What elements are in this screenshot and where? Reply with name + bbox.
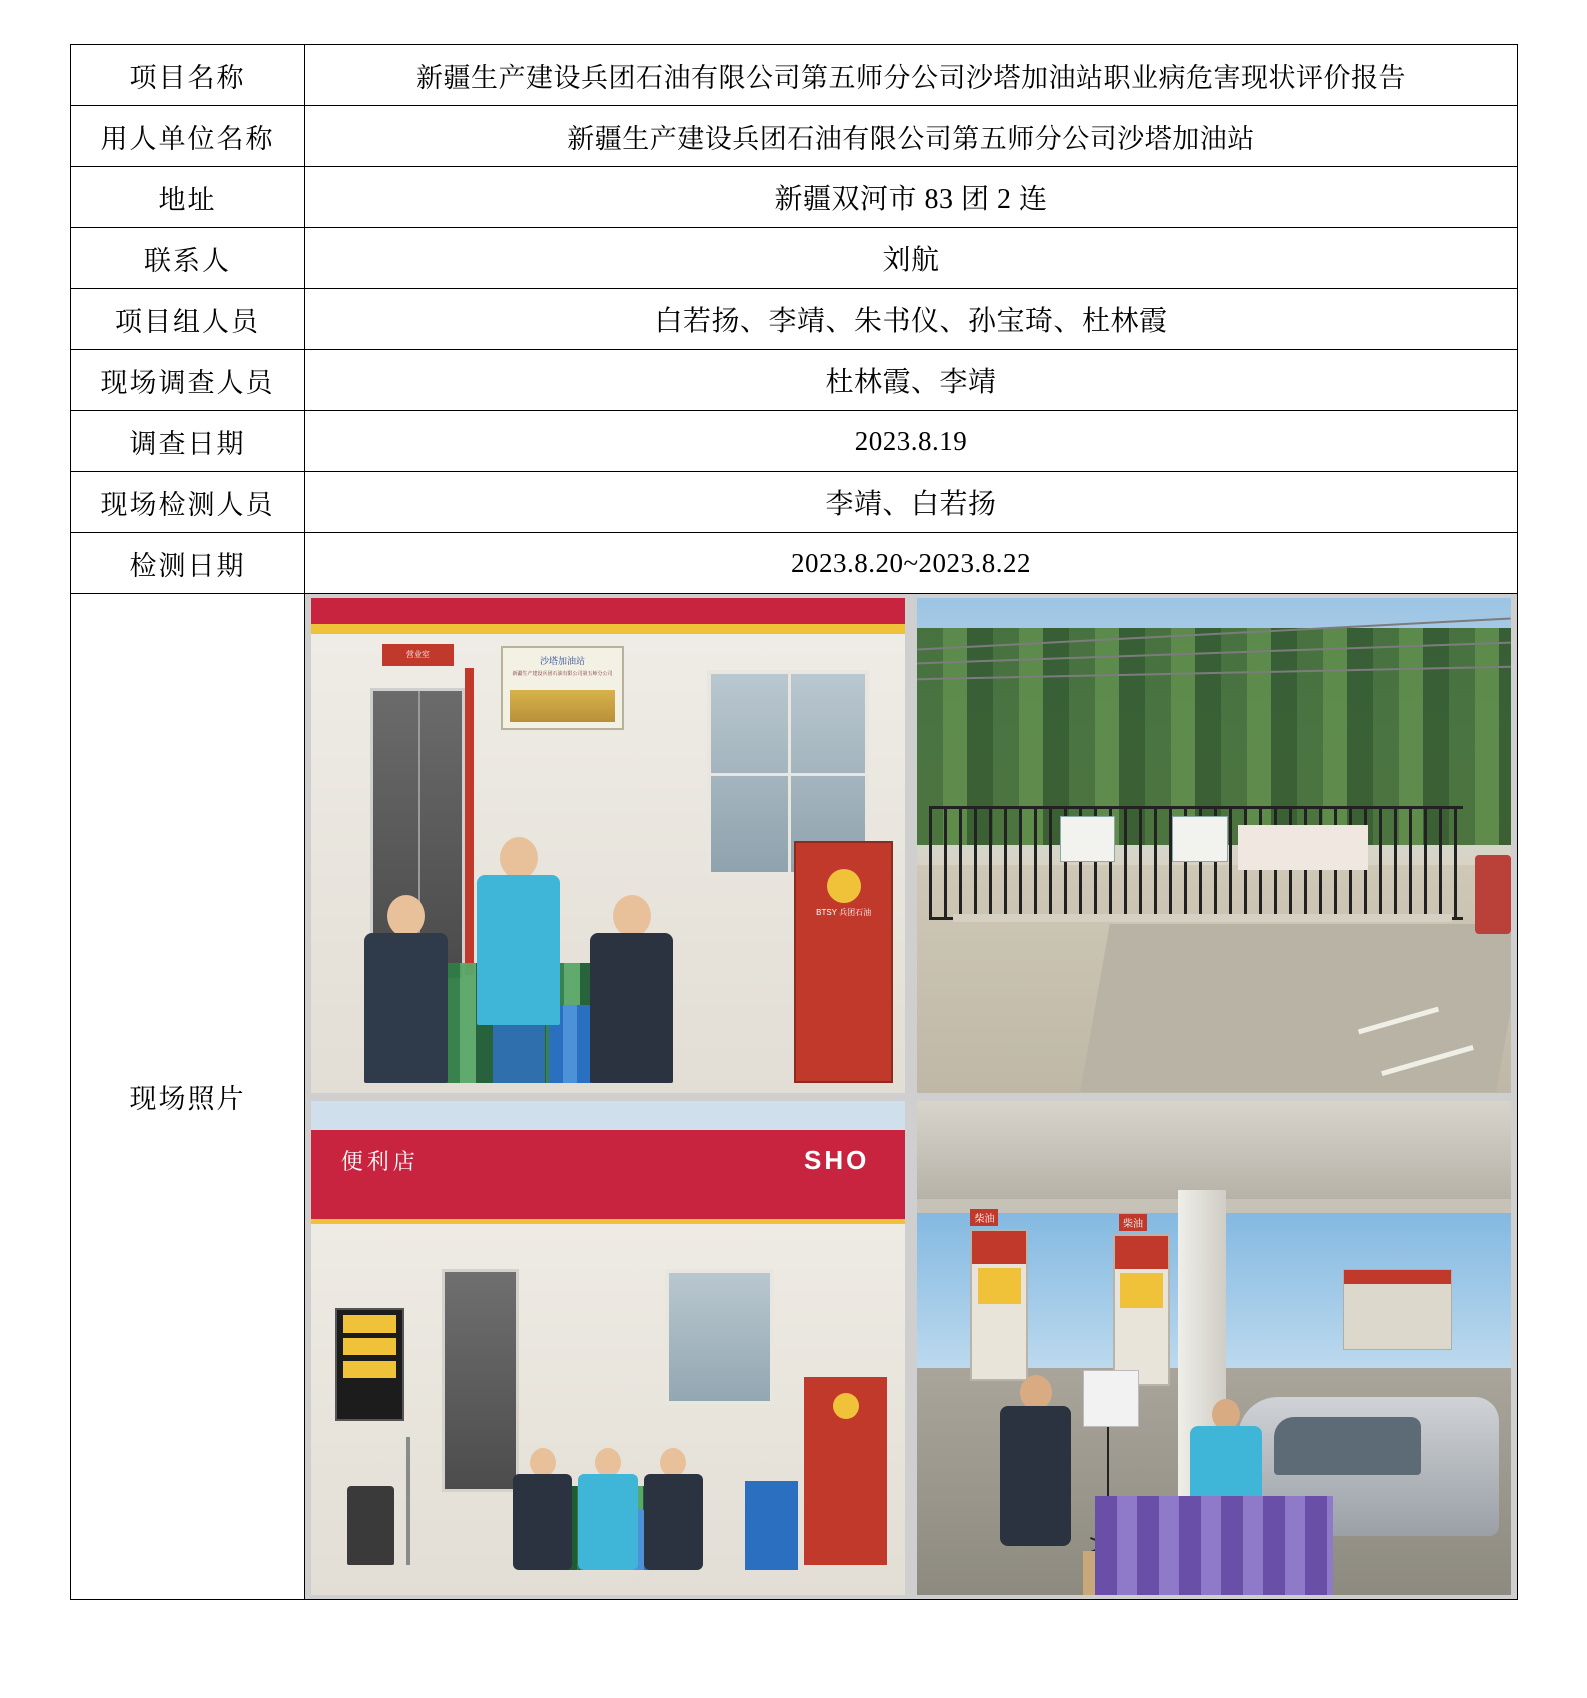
table-row-photos bbox=[71, 594, 1518, 1600]
row-label-test-date: 检测日期 bbox=[71, 533, 305, 594]
table-row bbox=[71, 533, 1518, 594]
row-label-site-photos: 现场照片 bbox=[71, 594, 305, 1600]
photo-grid bbox=[305, 594, 1517, 1599]
red-plate-label: 营业室 bbox=[382, 644, 453, 666]
sampling-device bbox=[1083, 1370, 1138, 1426]
station-signboard: 沙塔加油站 新疆生产建设兵团石油有限公司第五师分公司 bbox=[501, 646, 624, 730]
row-label-contact: 联系人 bbox=[71, 228, 305, 289]
row-value-employer: 新疆生产建设兵团石油有限公司第五师分公司沙塔加油站 bbox=[305, 106, 1518, 167]
row-value-test-date: 2023.8.20~2023.8.22 bbox=[305, 533, 1518, 594]
row-label-test-staff: 现场检测人员 bbox=[71, 472, 305, 533]
table-row bbox=[71, 472, 1518, 533]
photo-fuel-canopy-measurement bbox=[911, 1097, 1517, 1600]
site-photos-cell bbox=[305, 594, 1518, 1600]
photo-perimeter-fence-road bbox=[911, 594, 1517, 1097]
row-value-survey-staff: 杜林霞、李靖 bbox=[305, 350, 1518, 411]
row-value-test-staff: 李靖、白若扬 bbox=[305, 472, 1518, 533]
row-value-contact: 刘航 bbox=[305, 228, 1518, 289]
table-row bbox=[71, 350, 1518, 411]
row-label-survey-date: 调查日期 bbox=[71, 411, 305, 472]
table-row bbox=[71, 106, 1518, 167]
table-row bbox=[71, 167, 1518, 228]
row-value-address: 新疆双河市 83 团 2 连 bbox=[305, 167, 1518, 228]
photo-convenience-store-facade bbox=[305, 1097, 911, 1600]
project-info-table bbox=[70, 44, 1518, 1600]
warning-board-left bbox=[1060, 816, 1115, 863]
price-board bbox=[335, 1308, 404, 1421]
table-row bbox=[71, 45, 1518, 106]
row-label-team: 项目组人员 bbox=[71, 289, 305, 350]
pump-label-diesel-2: 柴油 bbox=[1119, 1214, 1147, 1231]
table-row bbox=[71, 411, 1518, 472]
table-row bbox=[71, 228, 1518, 289]
row-value-team: 白若扬、李靖、朱书仪、孙宝琦、杜林霞 bbox=[305, 289, 1518, 350]
oil-display-cabinet: BTSY 兵团石油 bbox=[794, 841, 893, 1082]
store-name-text: 便利店 bbox=[340, 1149, 419, 1174]
row-value-survey-date: 2023.8.19 bbox=[305, 411, 1518, 472]
row-value-project-name: 新疆生产建设兵团石油有限公司第五师分公司沙塔加油站职业病危害现状评价报告 bbox=[305, 45, 1518, 106]
warning-board-right bbox=[1172, 816, 1227, 863]
pump-label-diesel-1: 柴油 bbox=[970, 1209, 998, 1226]
table-row bbox=[71, 289, 1518, 350]
brand-text: SHO bbox=[804, 1145, 870, 1175]
row-label-project-name: 项目名称 bbox=[71, 45, 305, 106]
photo-station-storefront-staff bbox=[305, 594, 911, 1097]
oil-display-cabinet bbox=[804, 1377, 887, 1565]
row-label-survey-staff: 现场调查人员 bbox=[71, 350, 305, 411]
row-label-employer: 用人单位名称 bbox=[71, 106, 305, 167]
row-label-address: 地址 bbox=[71, 167, 305, 228]
